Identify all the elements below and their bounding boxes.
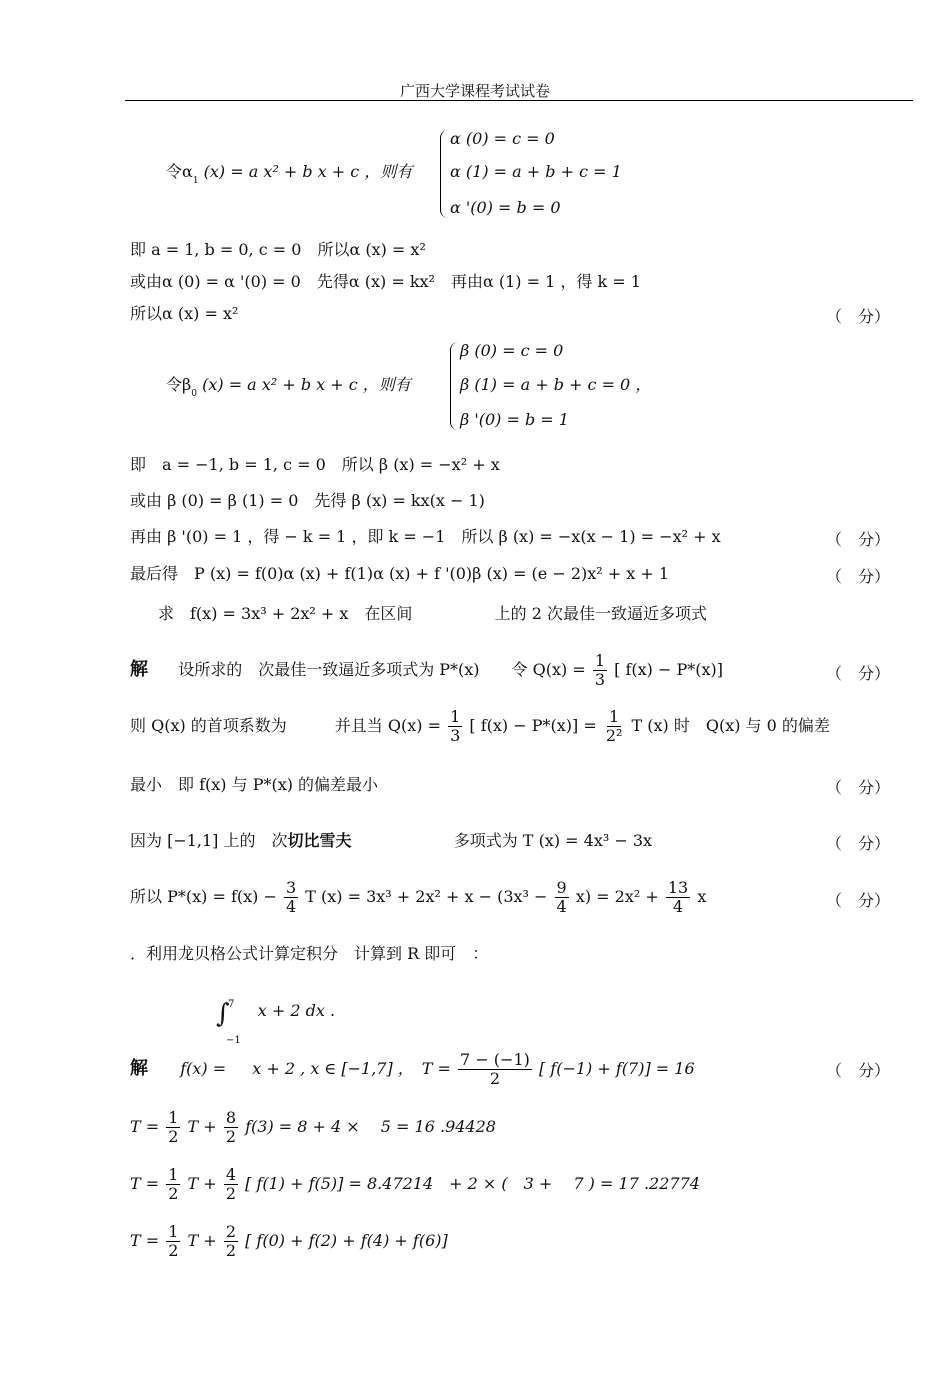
score-mark: （ 分） (826, 530, 891, 549)
fraction-one-third: $\frac{1}{3}$ (594, 651, 606, 689)
romberg-t2 (130, 1107, 496, 1147)
chebyshev-term: 切比雪夫 (287, 831, 352, 850)
t8-rhs: [ f(0) + f(2) + f(4) + f(6)] (245, 1231, 448, 1250)
problem2-line5 (130, 877, 706, 917)
fraction-eight-halves: $\frac{8}{2}$ (225, 1108, 236, 1146)
beta0-let-label: 令β (166, 375, 192, 394)
alpha1-expr: (x) = a x² + b x + c ，则有 (203, 162, 413, 181)
beta0-line4: 最后得 P (x) = f(0)α (x) + f(1)α (x) + f '(0)β (x) = (e − 2)x² + x + 1 (130, 564, 670, 583)
t8-lhs: T = (130, 1231, 160, 1250)
problem3-l1a: f(x) = x + 2 , x ∈ [−1,7] ， T = (180, 1059, 451, 1078)
problem2-line3: 最小 即 f(x) 与 P*(x) 的偏差最小 (130, 775, 379, 794)
t2-lhs: T = (130, 1117, 160, 1136)
problem2-l2b: [ f(x) − P*(x)] = (469, 716, 597, 735)
alpha1-line3: 所以α (x) = x² (130, 304, 239, 323)
problem2-l5a: 所以 P*(x) = f(x) − (130, 887, 277, 906)
problem2-stmt2: 上的 2 次最佳一致逼近多项式 (494, 604, 707, 623)
problem3-integral (216, 996, 336, 1046)
alpha1-line1: 即 a = 1, b = 0, c = 0 所以α (x) = x² (130, 240, 426, 259)
problem2-l2: 则 Q(x) 的首项系数为 并且当 Q(x) = (130, 716, 442, 735)
problem2-l4c: 多项式为 T (x) = 4x³ − 3x (453, 831, 653, 850)
problem2-l2c: T (x) 时 Q(x) 与 0 的偏差 (631, 716, 830, 735)
t2-mid: T + (187, 1117, 217, 1136)
problem2-line2 (130, 708, 830, 745)
alpha1-let: 令$\alpha_1$ (x) = a x² + b x + c ，则有 (166, 162, 413, 186)
alpha1-sys-1: α (1) = a + b + c = 1 (450, 162, 622, 181)
beta0-line2: 或由 β (0) = β (1) = 0 先得 β (x) = kx(x − 1) (130, 491, 485, 510)
alpha1-sys-0: α (0) = c = 0 (450, 129, 555, 148)
t4-rhs: [ f(1) + f(5)] = 8.47214 + 2 × ( 3 + 7 ) = 17 .22774 (245, 1174, 700, 1193)
fraction-trapezoid: $\frac{7 - (-1)}{2}$ (460, 1050, 530, 1088)
beta0-sys-2: β '(0) = b = 1 (460, 410, 569, 429)
header-rule (125, 100, 913, 101)
fraction-nine-quarters: $\frac{9}{4}$ (556, 878, 567, 916)
score-mark: （ 分） (826, 567, 891, 586)
problem3-l1b: [ f(−1) + f(7)] = 16 (538, 1059, 695, 1078)
score-mark: （ 分） (826, 307, 891, 326)
problem2-l5d: x (697, 887, 707, 906)
problem2-line4 (130, 831, 652, 851)
fraction-half: $\frac{1}{2}$ (168, 1108, 179, 1146)
problem2-l4a: 因为 [−1,1] 上的 次 (130, 831, 288, 850)
score-mark: （ 分） (826, 778, 891, 797)
problem2-statement (158, 604, 707, 624)
t4-lhs: T = (130, 1174, 160, 1193)
fraction-four-halves: $\frac{4}{2}$ (225, 1165, 236, 1203)
problem2-stmt1: 求 f(x) = 3x³ + 2x² + x 在区间 (158, 604, 413, 623)
t2-rhs: f(3) = 8 + 4 × 5 = 16 .94428 (245, 1117, 496, 1136)
score-mark: （ 分） (826, 664, 891, 683)
solution-label: 解 (130, 1058, 148, 1079)
problem3-line1 (130, 1049, 695, 1089)
alpha1-sys-2: α '(0) = b = 0 (450, 198, 561, 217)
alpha1-let-label: 令α (166, 162, 193, 181)
fraction-half: $\frac{1}{2}$ (168, 1165, 179, 1203)
problem2-l5c: x) = 2x² + (575, 887, 659, 906)
beta0-line3: 再由 β '(0) = 1 ，得 − k = 1 ，即 k = −1 所以 β (x) = −x(x − 1) = −x² + x (130, 527, 721, 546)
t8-mid: T + (187, 1231, 217, 1250)
score-mark: （ 分） (826, 891, 891, 910)
fraction-one-third: $\frac{1}{3}$ (450, 707, 461, 745)
romberg-t4 (130, 1164, 700, 1204)
integral-lower: −1 (226, 1035, 241, 1046)
fraction-three-quarters: $\frac{3}{4}$ (285, 878, 297, 916)
beta0-let: 令$\beta_0$ (x) = a x² + b x + c ，则有 (166, 375, 411, 399)
beta0-expr: (x) = a x² + b x + c ，则有 (202, 375, 411, 394)
fraction-half: $\frac{1}{2}$ (168, 1222, 179, 1260)
integral-sign: ∫ (216, 999, 230, 1029)
problem2-l5b: T (x) = 3x³ + 2x² + x − (3x³ − (305, 887, 548, 906)
fraction-thirteen-quarters: $\frac{13}{4}$ (667, 878, 689, 916)
problem3-statement: ．利用龙贝格公式计算定积分 计算到 R 即可 ： (130, 944, 489, 963)
score-mark: （ 分） (826, 1061, 891, 1080)
problem2-line1 (130, 652, 723, 689)
romberg-t8 (130, 1221, 448, 1261)
t4-mid: T + (187, 1174, 217, 1193)
beta0-line1: 即 a = −1, b = 1, c = 0 所以 β (x) = −x² + x (130, 455, 500, 474)
solution-label: 解 (130, 659, 148, 680)
beta0-sys-0: β (0) = c = 0 (460, 341, 564, 360)
fraction-two-halves: $\frac{2}{2}$ (225, 1222, 236, 1260)
problem2-l1b: [ f(x) − P*(x)] (614, 660, 723, 679)
alpha1-line2: 或由α (0) = α '(0) = 0 先得α (x) = kx² 再由α (1) = 1 ，得 k = 1 (130, 272, 641, 291)
beta0-sys-1: β (1) = a + b + c = 0 ， (460, 375, 652, 394)
page-header: 广西大学课程考试试卷 (399, 82, 550, 100)
fraction-one-over-2sq: $\frac{1}{\text{2²}}$ (605, 707, 623, 745)
integrand: x + 2 dx . (257, 1001, 336, 1020)
score-mark: （ 分） (826, 834, 891, 853)
integral-upper: 7 (228, 999, 235, 1010)
problem2-l1: 设所求的 次最佳一致逼近多项式为 P*(x) 令 Q(x) = (178, 660, 586, 679)
